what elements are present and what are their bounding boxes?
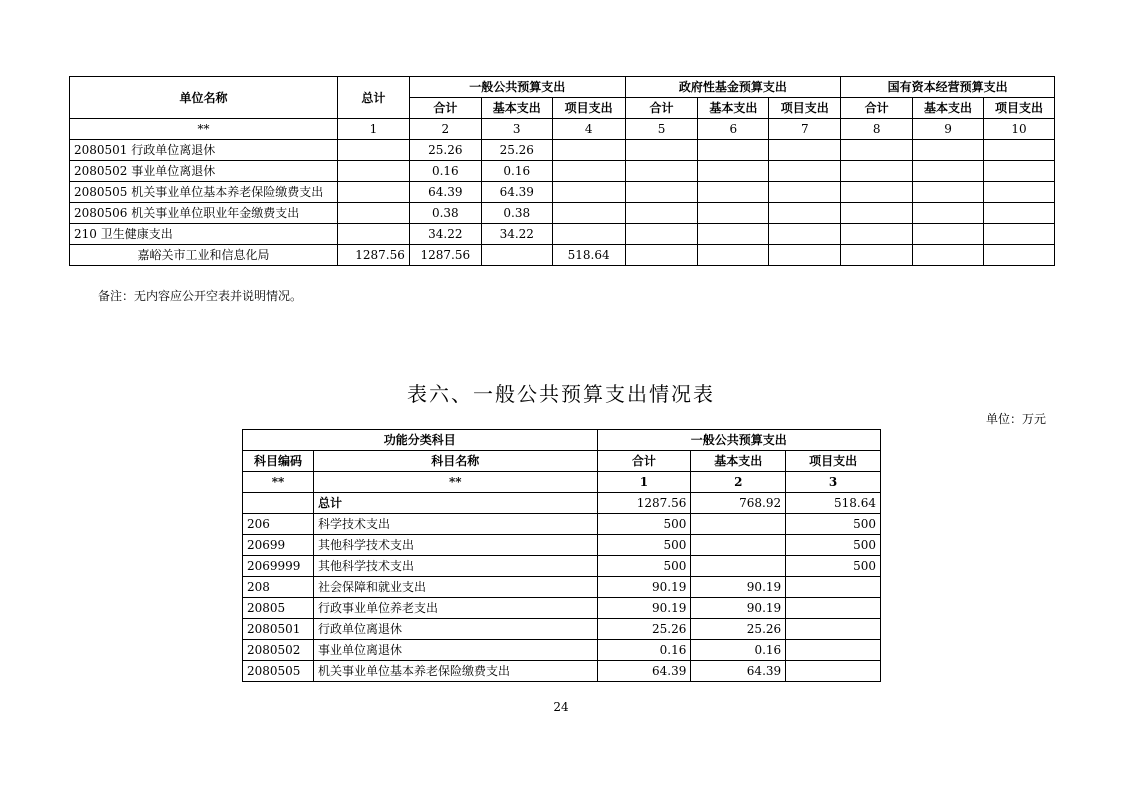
value-cell — [698, 224, 769, 245]
value-cell — [913, 224, 984, 245]
table-row — [70, 182, 1055, 203]
total-cell: 0.16 — [597, 640, 691, 661]
project-cell: 500 — [786, 514, 881, 535]
table-row — [243, 640, 881, 661]
value-cell — [983, 140, 1054, 161]
value-cell: 34.22 — [409, 224, 481, 245]
header-total: 合计 — [597, 451, 691, 472]
page-title: 表六、一般公共预算支出情况表 — [407, 382, 715, 406]
value-cell: 25.26 — [481, 140, 552, 161]
value-cell: 0.38 — [481, 203, 552, 224]
index-cell: ** — [313, 472, 597, 493]
name-cell: 科学技术支出 — [313, 514, 597, 535]
code-cell: 20805 — [243, 598, 314, 619]
code-cell: 2080502 — [243, 640, 314, 661]
index-cell: 2 — [691, 472, 786, 493]
table-row — [70, 161, 1055, 182]
table-row — [70, 203, 1055, 224]
index-cell: 4 — [552, 119, 625, 140]
name-cell: 其他科学技术支出 — [313, 556, 597, 577]
value-cell: 0.16 — [409, 161, 481, 182]
table-row — [243, 514, 881, 535]
header-gov-fund: 政府性基金预算支出 — [625, 77, 841, 98]
header-func-class: 功能分类科目 — [243, 430, 598, 451]
value-cell — [841, 140, 913, 161]
value-cell — [625, 203, 698, 224]
basic-cell — [691, 535, 786, 556]
value-cell — [337, 182, 409, 203]
index-cell: 9 — [913, 119, 984, 140]
basic-cell: 64.39 — [691, 661, 786, 682]
value-cell — [698, 161, 769, 182]
unit-name-cell: 210 卫生健康支出 — [70, 224, 338, 245]
index-cell: 3 — [481, 119, 552, 140]
value-cell — [769, 203, 841, 224]
total-cell: 500 — [597, 556, 691, 577]
total-cell: 90.19 — [597, 598, 691, 619]
unit-name-cell: 2080506 机关事业单位职业年金缴费支出 — [70, 203, 338, 224]
sub-header: 合计 — [841, 98, 913, 119]
sub-header: 基本支出 — [698, 98, 769, 119]
table-row — [243, 598, 881, 619]
basic-cell — [691, 514, 786, 535]
page-number: 24 — [553, 700, 569, 714]
value-cell — [983, 245, 1054, 266]
value-cell — [625, 161, 698, 182]
value-cell — [769, 140, 841, 161]
value-cell — [552, 161, 625, 182]
value-cell — [552, 203, 625, 224]
value-cell: 1287.56 — [337, 245, 409, 266]
sub-header: 基本支出 — [481, 98, 552, 119]
value-cell — [625, 140, 698, 161]
basic-cell: 0.16 — [691, 640, 786, 661]
index-cell: 6 — [698, 119, 769, 140]
name-cell: 事业单位离退休 — [313, 640, 597, 661]
note-text: 备注：无内容应公开空表并说明情况。 — [98, 289, 303, 303]
value-cell — [913, 182, 984, 203]
value-cell — [698, 140, 769, 161]
index-cell: 7 — [769, 119, 841, 140]
sub-header: 基本支出 — [913, 98, 984, 119]
project-cell: 500 — [786, 556, 881, 577]
index-row — [70, 119, 1055, 140]
table-row — [243, 577, 881, 598]
index-cell: 1 — [597, 472, 691, 493]
value-cell: 0.38 — [409, 203, 481, 224]
total-row — [243, 493, 881, 514]
value-cell: 64.39 — [481, 182, 552, 203]
basic-cell: 768.92 — [691, 493, 786, 514]
value-cell — [552, 182, 625, 203]
value-cell — [337, 224, 409, 245]
value-cell — [841, 182, 913, 203]
unit-name-cell: 2080505 机关事业单位基本养老保险缴费支出 — [70, 182, 338, 203]
unit-name-cell: 嘉峪关市工业和信息化局 — [70, 245, 338, 266]
value-cell — [698, 203, 769, 224]
value-cell — [552, 224, 625, 245]
general-budget-table — [242, 429, 881, 682]
header-state-capital: 国有资本经营预算支出 — [841, 77, 1055, 98]
header-unit-name: 单位名称 — [70, 77, 338, 119]
basic-cell: 25.26 — [691, 619, 786, 640]
name-cell: 行政单位离退休 — [313, 619, 597, 640]
value-cell — [983, 224, 1054, 245]
header-name: 科目名称 — [313, 451, 597, 472]
code-cell: 208 — [243, 577, 314, 598]
index-cell: 1 — [337, 119, 409, 140]
value-cell — [983, 203, 1054, 224]
sub-header: 项目支出 — [769, 98, 841, 119]
value-cell: 25.26 — [409, 140, 481, 161]
value-cell — [625, 224, 698, 245]
total-cell: 1287.56 — [597, 493, 691, 514]
index-cell: ** — [243, 472, 314, 493]
index-cell: 8 — [841, 119, 913, 140]
project-cell: 500 — [786, 535, 881, 556]
total-cell: 25.26 — [597, 619, 691, 640]
value-cell — [913, 245, 984, 266]
name-cell: 机关事业单位基本养老保险缴费支出 — [313, 661, 597, 682]
value-cell — [337, 140, 409, 161]
header-basic: 基本支出 — [691, 451, 786, 472]
value-cell — [769, 245, 841, 266]
project-cell — [786, 640, 881, 661]
code-cell — [243, 493, 314, 514]
value-cell — [337, 161, 409, 182]
value-cell — [913, 161, 984, 182]
table-row — [243, 535, 881, 556]
value-cell — [769, 182, 841, 203]
total-cell: 64.39 — [597, 661, 691, 682]
value-cell — [841, 203, 913, 224]
index-cell: 10 — [983, 119, 1054, 140]
value-cell: 0.16 — [481, 161, 552, 182]
value-cell — [841, 224, 913, 245]
value-cell: 34.22 — [481, 224, 552, 245]
project-cell — [786, 619, 881, 640]
name-cell: 社会保障和就业支出 — [313, 577, 597, 598]
header-budget: 一般公共预算支出 — [597, 430, 880, 451]
unit-label: 单位：万元 — [985, 412, 1046, 426]
value-cell: 518.64 — [552, 245, 625, 266]
project-cell — [786, 577, 881, 598]
name-cell: 总计 — [313, 493, 597, 514]
value-cell — [337, 203, 409, 224]
name-cell: 行政事业单位养老支出 — [313, 598, 597, 619]
index-cell: ** — [70, 119, 338, 140]
value-cell — [769, 224, 841, 245]
project-cell: 518.64 — [786, 493, 881, 514]
budget-summary-table — [69, 76, 1055, 266]
table-row — [243, 661, 881, 682]
value-cell — [625, 182, 698, 203]
value-cell — [481, 245, 552, 266]
index-cell: 2 — [409, 119, 481, 140]
index-cell: 5 — [625, 119, 698, 140]
code-cell: 20699 — [243, 535, 314, 556]
table-row — [70, 224, 1055, 245]
value-cell — [983, 182, 1054, 203]
basic-cell — [691, 556, 786, 577]
table-row — [243, 619, 881, 640]
sub-header: 合计 — [409, 98, 481, 119]
sub-header: 项目支出 — [983, 98, 1054, 119]
name-cell: 其他科学技术支出 — [313, 535, 597, 556]
code-cell: 2080501 — [243, 619, 314, 640]
unit-name-cell: 2080501 行政单位离退休 — [70, 140, 338, 161]
value-cell: 1287.56 — [409, 245, 481, 266]
code-cell: 2080505 — [243, 661, 314, 682]
header-code: 科目编码 — [243, 451, 314, 472]
project-cell — [786, 661, 881, 682]
index-cell: 3 — [786, 472, 881, 493]
value-cell — [625, 245, 698, 266]
value-cell — [841, 161, 913, 182]
sub-header: 合计 — [625, 98, 698, 119]
index-row — [243, 472, 881, 493]
value-cell — [698, 182, 769, 203]
table-row — [70, 245, 1055, 266]
table-row — [243, 556, 881, 577]
header-total: 总计 — [337, 77, 409, 119]
value-cell — [698, 245, 769, 266]
unit-name-cell: 2080502 事业单位离退休 — [70, 161, 338, 182]
value-cell — [913, 140, 984, 161]
value-cell — [769, 161, 841, 182]
total-cell: 500 — [597, 535, 691, 556]
value-cell: 64.39 — [409, 182, 481, 203]
project-cell — [786, 598, 881, 619]
header-project: 项目支出 — [786, 451, 881, 472]
code-cell: 2069999 — [243, 556, 314, 577]
basic-cell: 90.19 — [691, 598, 786, 619]
total-cell: 90.19 — [597, 577, 691, 598]
value-cell — [841, 245, 913, 266]
value-cell — [552, 140, 625, 161]
table-row — [70, 140, 1055, 161]
header-general-budget: 一般公共预算支出 — [409, 77, 625, 98]
total-cell: 500 — [597, 514, 691, 535]
sub-header: 项目支出 — [552, 98, 625, 119]
basic-cell: 90.19 — [691, 577, 786, 598]
value-cell — [913, 203, 984, 224]
code-cell: 206 — [243, 514, 314, 535]
value-cell — [983, 161, 1054, 182]
